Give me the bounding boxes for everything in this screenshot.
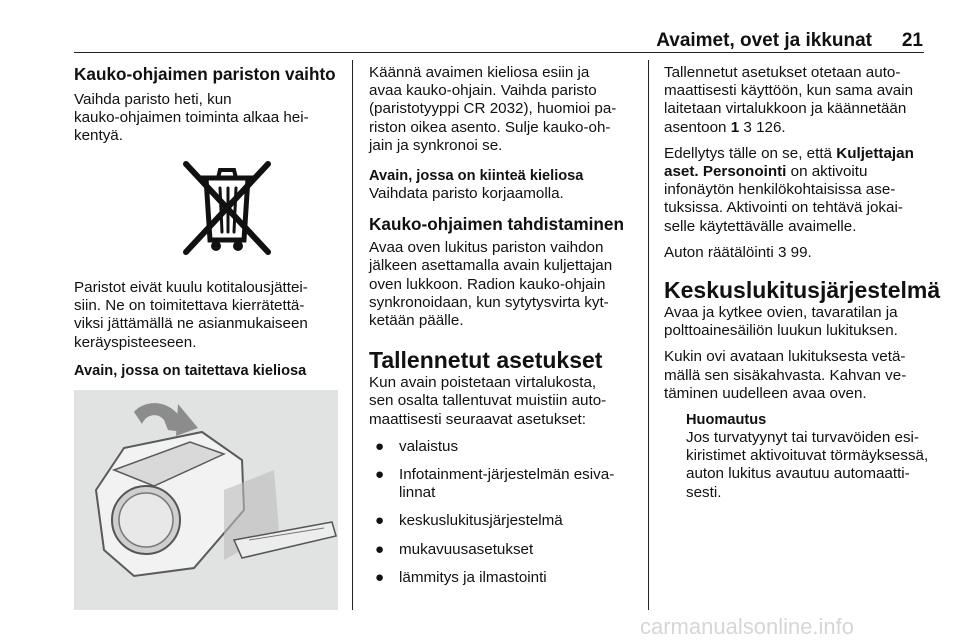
list-item: ● mukavuusasetukset: [375, 540, 534, 558]
column-divider-2: [648, 60, 649, 610]
col2-para1-line-1: Käännä avaimen kieliosa esiin ja: [369, 64, 590, 81]
col3-para5-line-2: mällä sen sisäkahvasta. Kahvan ve-: [664, 366, 907, 384]
col3-para4-line-2: polttoainesäiliön luukun lukituksen.: [664, 322, 898, 340]
disposal-line-2: siin. Ne on toimitettava kierrätettä-: [74, 297, 305, 315]
intro-line-1: Vaihda paristo heti, kun: [74, 91, 232, 108]
list-item: ● valaistus: [375, 437, 459, 455]
col2-para3-line-3: maattisesti seuraavat asetukset:: [369, 410, 586, 428]
col2-para2-line-3: oven lukkoon. Radion kauko-ohjain: [369, 275, 606, 293]
subheading-folding-key: Avain, jossa on taitettava kieliosa: [74, 362, 307, 379]
column-1: [74, 64, 349, 146]
list-item: ● keskuslukitusjärjestelmä: [375, 512, 563, 530]
disposal-line-4: keräyspisteeseen.: [74, 333, 197, 351]
column-2: [369, 64, 639, 597]
col3-para2-line-5: selle käytettävälle avaimelle.: [664, 217, 857, 235]
col2-para2-line-1: Avaa oven lukitus pariston vaihdon: [369, 239, 604, 257]
col2-para3-line-2: sen osalta tallentuvat muistiin auto-: [369, 392, 607, 410]
column-divider-1: [352, 60, 353, 610]
page-number: 21: [901, 30, 923, 51]
subheading-fixed-key: Avain, jossa on kiinteä kieliosa: [369, 168, 584, 185]
column-1-lower: [74, 279, 349, 380]
col3-para2-line-3: infonäytön henkilökohtaisissa ase-: [664, 181, 896, 199]
col2-para1-line-2: avaa kauko-ohjain. Vaihda paristo: [369, 82, 597, 100]
column-3: [664, 64, 941, 502]
watermark: carmanualsonline.info: [640, 614, 855, 639]
col3-para1-line-2: maattisesti käyttöön, kun sama avain: [664, 82, 914, 100]
col2-para1-line-5: jain ja synkronoi se.: [369, 136, 503, 154]
col3-para2-line-1: Edellytys tälle on se, että Kuljettajan: [664, 144, 914, 162]
col3-para5-line-3: täminen uudelleen avaa oven.: [664, 384, 867, 402]
list-item: ● Infotainment-järjestelmän esiva- linnat: [375, 466, 615, 502]
col3-para1-line-3: laitetaan virtalukkoon ja käännetään: [664, 100, 907, 118]
section-heading-stored-settings: Tallennetut asetukset: [369, 347, 603, 374]
list-item: ● lämmitys ja ilmastointi: [375, 568, 547, 586]
section-heading-battery: Kauko-ohjaimen pariston vaihto: [74, 64, 336, 84]
section-heading-central-locking: Keskuslukitusjärjestelmä: [664, 277, 941, 304]
disposal-line-3: viksi jättämällä ne asianmukaiseen: [74, 315, 308, 333]
col2-para1-line-4: riston oikea asento. Sulje kauko-oh-: [369, 118, 611, 136]
note-line-2: kiristimet aktivoituvat törmäyksessä,: [686, 447, 929, 465]
col3-para4-line-1: Avaa ja kytkee ovien, tavaratilan ja: [664, 304, 898, 322]
bullet-icon: ●: [375, 540, 385, 558]
header-rule: [74, 52, 924, 53]
note-title: Huomautus: [686, 412, 767, 429]
col2-para1-line-3: (paristotyyppi CR 2032), huomioi pa-: [369, 100, 617, 118]
bullet-icon: ●: [375, 568, 385, 586]
crossed-bin-icon: [172, 160, 282, 260]
disposal-line-1: Paristot eivät kuulu kotitalousjättei-: [74, 279, 308, 296]
folding-key-illustration: [74, 390, 338, 610]
bullet-icon: ●: [375, 437, 385, 455]
col2-para2-line-4: synkronoidaan, kun sytytysvirta kyt-: [369, 293, 609, 311]
bullet-icon: ●: [375, 466, 385, 484]
col3-para3: Auton räätälöinti 3 99.: [664, 243, 812, 261]
note-box: [686, 411, 934, 502]
col3-para2-line-2: aset. Personointi on aktivoitu: [664, 163, 868, 181]
col3-para1-line-1: Tallennetut asetukset otetaan auto-: [664, 64, 901, 81]
bullet-icon: ●: [375, 512, 385, 530]
page-reference-link[interactable]: 3 126.: [743, 118, 786, 136]
col2-para2-line-5: ketään päälle.: [369, 312, 464, 330]
col2-para2-line-2: jälkeen asettamalla avain kuljettajan: [369, 257, 613, 275]
intro-line-3: kentyä.: [74, 127, 123, 145]
section-heading-sync: Kauko-ohjaimen tahdistaminen: [369, 214, 624, 235]
col2-para3-line-1: Kun avain poistetaan virtalukosta,: [369, 374, 597, 392]
col3-para5-line-1: Kukin ovi avataan lukituksesta vetä-: [664, 348, 906, 366]
intro-line-2: kauko-ohjaimen toiminta alkaa hei-: [74, 109, 309, 127]
fixed-key-text: Vaihdata paristo korjaamolla.: [369, 185, 564, 203]
settings-list: [369, 438, 639, 587]
page-header-title: Avaimet, ovet ja ikkunat: [656, 30, 872, 51]
note-line-1: Jos turvatyynyt tai turvavöiden esi-: [686, 429, 919, 447]
note-line-4: sesti.: [686, 483, 722, 501]
note-line-3: auton lukitus avautuu automaatti-: [686, 465, 910, 483]
col3-para1-line-4: asentoon 1 3 126.: [664, 118, 786, 136]
col3-para2-line-4: tuksissa. Aktivointi on tehtävä jokai-: [664, 199, 903, 217]
